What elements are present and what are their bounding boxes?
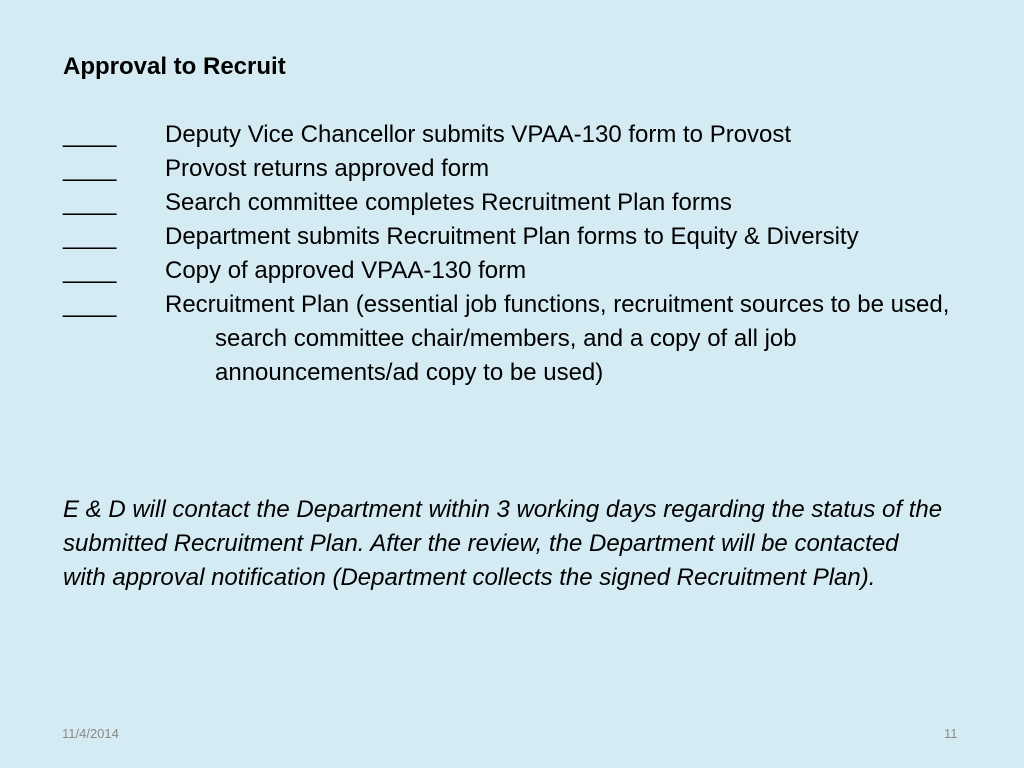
review-note: E & D will contact the Department within 3 working days regarding the status of the submitted Recruitment Plan. After the review, the Department will be contacted with approval notification (Department collects the signed Recruitment Plan). (63, 496, 943, 591)
check-blank: ____ (63, 223, 117, 250)
checklist-item-text: Copy of approved VPAA-130 form (165, 257, 527, 284)
check-blank: ____ (63, 291, 117, 318)
checklist-item-text: Department submits Recruitment Plan forms to Equity & Diversity (165, 223, 859, 250)
check-blank: ____ (63, 189, 117, 216)
checklist-item-text: Recruitment Plan (essential job functions, recruitment sources to be used, search committee chair/members, and a copy of all job announcements/ad copy to be used) (165, 291, 950, 386)
check-blank: ____ (63, 121, 117, 148)
checklist-item (63, 186, 963, 220)
checklist-item (63, 220, 963, 254)
check-blank: ____ (63, 257, 117, 284)
checklist (63, 118, 963, 390)
footer-page-number: 11 (944, 726, 958, 741)
checklist-item (63, 254, 963, 288)
checklist-item (63, 152, 963, 186)
checklist-item-text: Search committee completes Recruitment Plan forms (165, 189, 732, 216)
check-blank: ____ (63, 155, 117, 182)
checklist-item (63, 118, 963, 152)
checklist-item (63, 288, 963, 390)
slide-title: Approval to Recruit (63, 53, 286, 80)
checklist-item-text: Deputy Vice Chancellor submits VPAA-130 form to Provost (165, 121, 792, 148)
checklist-item-text: Provost returns approved form (165, 155, 490, 182)
footer-date: 11/4/2014 (62, 726, 119, 741)
